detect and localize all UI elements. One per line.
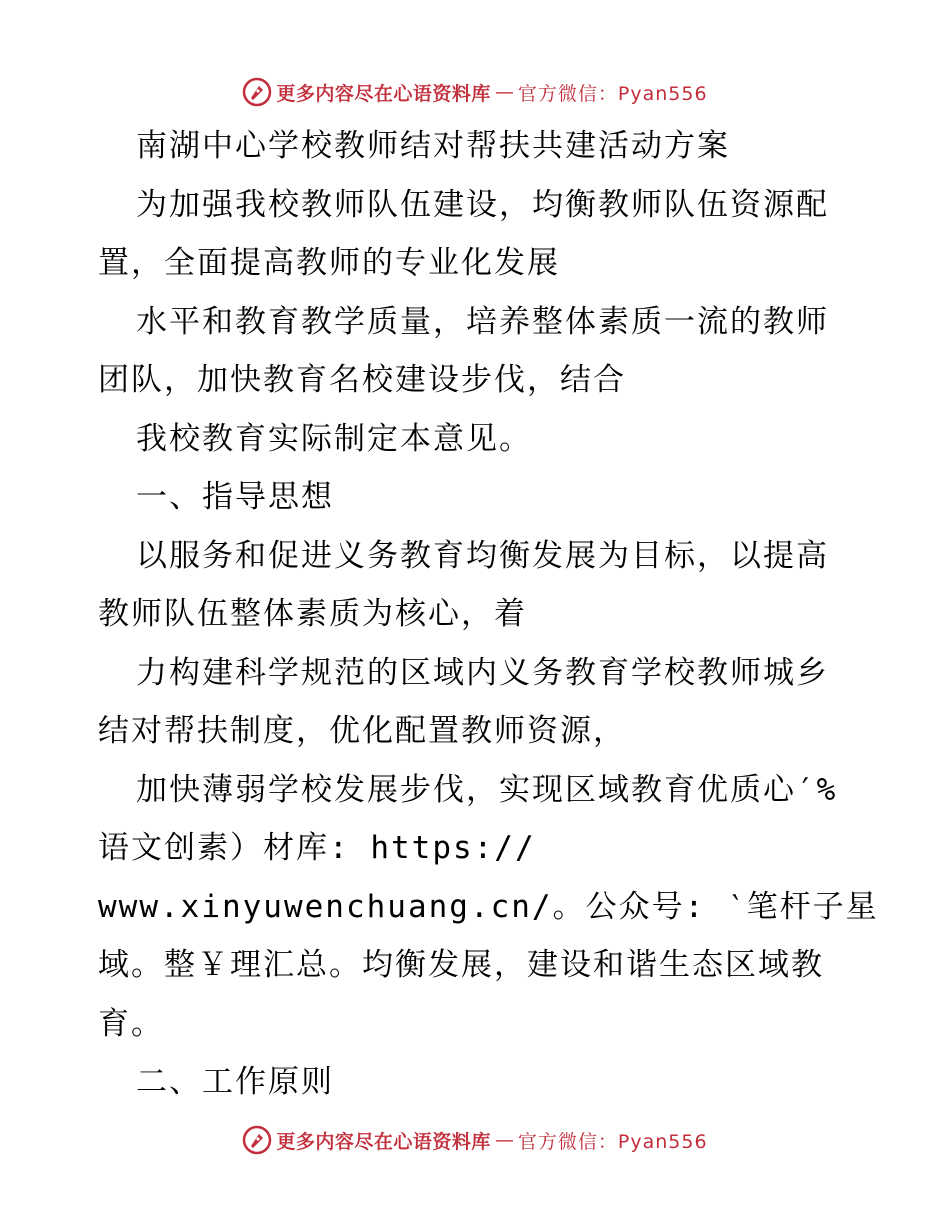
pen-nib-circle-icon — [242, 1125, 272, 1155]
watermark-wechat-text: 官方微信：Pyan556 — [517, 82, 708, 105]
watermark-dash: — — [494, 1129, 514, 1151]
paragraph-line: 加快薄弱学校发展步伐，实现区域教育优质心′% — [136, 771, 838, 808]
watermark-main-text: 更多内容尽在心语资料库 — [276, 1130, 491, 1153]
paragraph-line: 为加强我校教师队伍建设，均衡教师队伍资源配 — [136, 186, 829, 223]
paragraph-line: 力构建科学规范的区域内义务教育学校教师城乡 — [136, 654, 829, 691]
paragraph-line: 团队，加快教育名校建设步伐，结合 — [98, 362, 626, 398]
document-title: 南湖中心学校教师结对帮扶共建活动方案 — [136, 128, 730, 164]
paragraph-line: 我校教育实际制定本意见。 — [136, 420, 532, 457]
paragraph-line: 置，全面提高教师的专业化发展 — [98, 245, 560, 281]
paragraph-line: 育。 — [98, 1005, 164, 1042]
paragraph-line: 语文创素）材库: https:// — [98, 830, 536, 866]
pen-nib-circle-icon — [242, 77, 272, 107]
watermark-dash: — — [494, 81, 514, 103]
paragraph-line: 域。整￥理汇总。均衡发展，建设和谐生态区域教 — [98, 947, 824, 983]
watermark-header — [0, 72, 950, 112]
paragraph-line: 教师队伍整体素质为核心，着 — [98, 596, 527, 632]
document-body — [98, 117, 879, 1112]
paragraph-line: 水平和教育教学质量，培养整体素质一流的教师 — [136, 303, 829, 340]
watermark-footer — [0, 1120, 950, 1160]
section-heading: 二、工作原则 — [136, 1064, 334, 1100]
paragraph-line: 以服务和促进义务教育均衡发展为目标，以提高 — [136, 537, 829, 574]
watermark-wechat-text: 官方微信：Pyan556 — [517, 1130, 708, 1153]
section-heading: 一、指导思想 — [136, 479, 334, 515]
paragraph-line: www.xinyuwenchuang.cn/。公众号: ‵笔杆子星 — [98, 888, 879, 925]
watermark-main-text: 更多内容尽在心语资料库 — [276, 82, 491, 105]
paragraph-line: 结对帮扶制度，优化配置教师资源， — [98, 713, 626, 749]
